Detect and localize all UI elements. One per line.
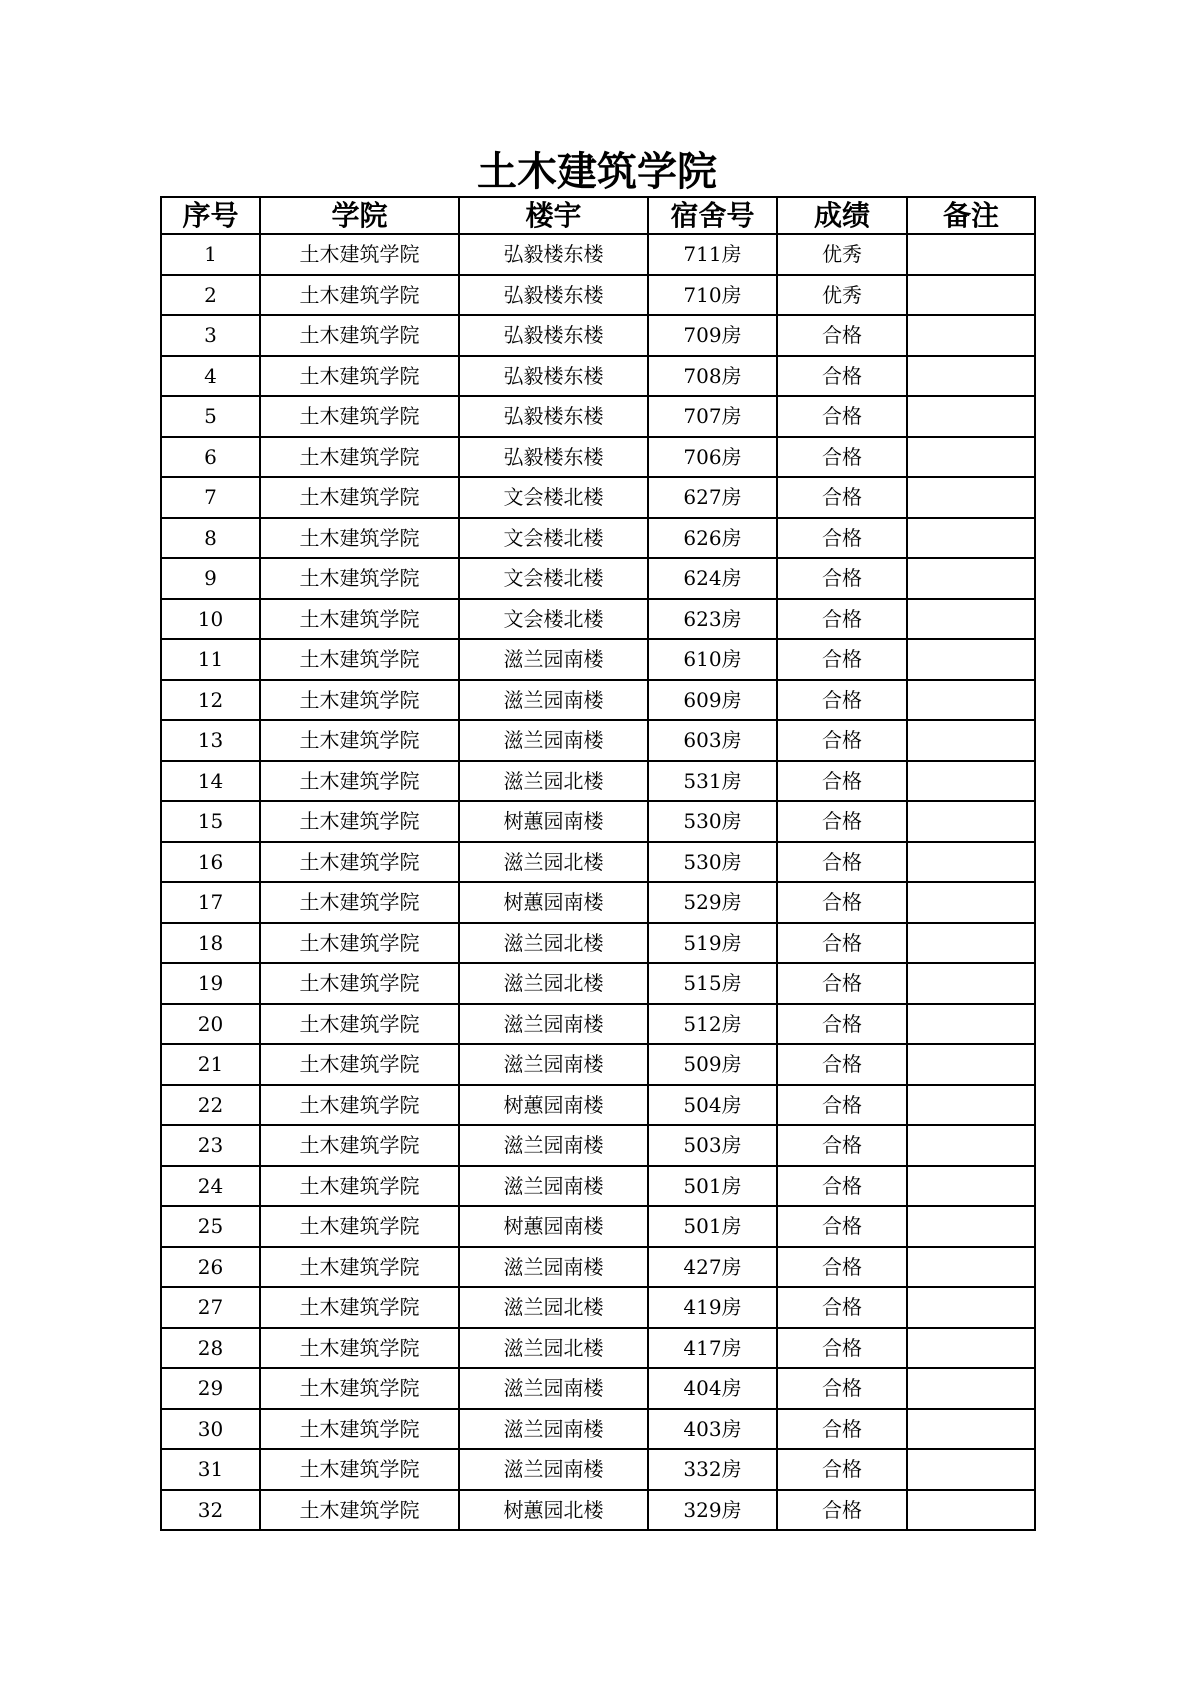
cell-college: 土木建筑学院 (260, 923, 459, 964)
cell-college: 土木建筑学院 (260, 396, 459, 437)
cell-grade: 合格 (777, 801, 907, 842)
cell-college: 土木建筑学院 (260, 963, 459, 1004)
cell-remarks (907, 761, 1035, 802)
table-row (161, 639, 1035, 680)
table-row (161, 882, 1035, 923)
cell-seq: 26 (161, 1247, 260, 1288)
cell-room: 530房 (648, 842, 777, 883)
cell-grade: 合格 (777, 477, 907, 518)
cell-college: 土木建筑学院 (260, 1490, 459, 1531)
cell-remarks (907, 437, 1035, 478)
cell-seq: 13 (161, 720, 260, 761)
cell-room: 609房 (648, 680, 777, 721)
table-body (161, 234, 1035, 1530)
cell-remarks (907, 1409, 1035, 1450)
cell-room: 709房 (648, 315, 777, 356)
cell-grade: 合格 (777, 1449, 907, 1490)
cell-seq: 1 (161, 234, 260, 275)
cell-college: 土木建筑学院 (260, 1085, 459, 1126)
cell-remarks (907, 315, 1035, 356)
cell-grade: 合格 (777, 882, 907, 923)
cell-remarks (907, 963, 1035, 1004)
cell-remarks (907, 842, 1035, 883)
cell-college: 土木建筑学院 (260, 356, 459, 397)
table-row (161, 1287, 1035, 1328)
cell-grade: 合格 (777, 963, 907, 1004)
table-row (161, 680, 1035, 721)
cell-building: 树蕙园北楼 (459, 1490, 648, 1531)
cell-seq: 30 (161, 1409, 260, 1450)
cell-building: 弘毅楼东楼 (459, 356, 648, 397)
cell-seq: 27 (161, 1287, 260, 1328)
cell-college: 土木建筑学院 (260, 1206, 459, 1247)
cell-grade: 合格 (777, 1004, 907, 1045)
table-row (161, 558, 1035, 599)
header-seq: 序号 (161, 197, 260, 234)
cell-room: 329房 (648, 1490, 777, 1531)
cell-remarks (907, 923, 1035, 964)
table-row (161, 801, 1035, 842)
header-college: 学院 (260, 197, 459, 234)
cell-seq: 19 (161, 963, 260, 1004)
cell-room: 404房 (648, 1368, 777, 1409)
cell-college: 土木建筑学院 (260, 234, 459, 275)
cell-seq: 15 (161, 801, 260, 842)
cell-college: 土木建筑学院 (260, 1166, 459, 1207)
cell-grade: 合格 (777, 639, 907, 680)
table-row (161, 1166, 1035, 1207)
table-row (161, 275, 1035, 316)
cell-building: 滋兰园北楼 (459, 963, 648, 1004)
cell-building: 树蕙园南楼 (459, 1085, 648, 1126)
cell-college: 土木建筑学院 (260, 1247, 459, 1288)
cell-room: 710房 (648, 275, 777, 316)
cell-seq: 7 (161, 477, 260, 518)
cell-room: 417房 (648, 1328, 777, 1369)
header-grade: 成绩 (777, 197, 907, 234)
cell-room: 403房 (648, 1409, 777, 1450)
cell-room: 427房 (648, 1247, 777, 1288)
cell-college: 土木建筑学院 (260, 558, 459, 599)
cell-room: 501房 (648, 1206, 777, 1247)
cell-college: 土木建筑学院 (260, 1044, 459, 1085)
cell-building: 滋兰园北楼 (459, 842, 648, 883)
cell-grade: 优秀 (777, 275, 907, 316)
cell-building: 滋兰园南楼 (459, 1004, 648, 1045)
cell-room: 711房 (648, 234, 777, 275)
cell-grade: 合格 (777, 842, 907, 883)
cell-building: 文会楼北楼 (459, 599, 648, 640)
cell-building: 滋兰园南楼 (459, 1044, 648, 1085)
table-row (161, 1206, 1035, 1247)
cell-college: 土木建筑学院 (260, 1368, 459, 1409)
cell-seq: 31 (161, 1449, 260, 1490)
cell-seq: 5 (161, 396, 260, 437)
cell-room: 419房 (648, 1287, 777, 1328)
cell-room: 504房 (648, 1085, 777, 1126)
cell-remarks (907, 639, 1035, 680)
cell-grade: 合格 (777, 599, 907, 640)
header-building: 楼宇 (459, 197, 648, 234)
cell-building: 文会楼北楼 (459, 518, 648, 559)
cell-building: 弘毅楼东楼 (459, 275, 648, 316)
cell-seq: 20 (161, 1004, 260, 1045)
cell-grade: 合格 (777, 315, 907, 356)
cell-remarks (907, 1368, 1035, 1409)
cell-seq: 28 (161, 1328, 260, 1369)
cell-college: 土木建筑学院 (260, 1449, 459, 1490)
cell-building: 滋兰园北楼 (459, 923, 648, 964)
cell-remarks (907, 1449, 1035, 1490)
cell-remarks (907, 234, 1035, 275)
cell-college: 土木建筑学院 (260, 842, 459, 883)
cell-remarks (907, 275, 1035, 316)
cell-room: 531房 (648, 761, 777, 802)
cell-building: 弘毅楼东楼 (459, 234, 648, 275)
table-row (161, 1044, 1035, 1085)
cell-room: 530房 (648, 801, 777, 842)
cell-college: 土木建筑学院 (260, 1287, 459, 1328)
cell-room: 519房 (648, 923, 777, 964)
header-remarks: 备注 (907, 197, 1035, 234)
cell-seq: 24 (161, 1166, 260, 1207)
cell-college: 土木建筑学院 (260, 315, 459, 356)
cell-building: 滋兰园南楼 (459, 1247, 648, 1288)
cell-remarks (907, 801, 1035, 842)
cell-remarks (907, 720, 1035, 761)
cell-seq: 11 (161, 639, 260, 680)
cell-grade: 合格 (777, 1206, 907, 1247)
cell-building: 滋兰园南楼 (459, 680, 648, 721)
cell-remarks (907, 599, 1035, 640)
cell-remarks (907, 1125, 1035, 1166)
cell-building: 文会楼北楼 (459, 477, 648, 518)
cell-seq: 17 (161, 882, 260, 923)
cell-remarks (907, 1085, 1035, 1126)
cell-college: 土木建筑学院 (260, 801, 459, 842)
cell-remarks (907, 396, 1035, 437)
cell-building: 树蕙园南楼 (459, 882, 648, 923)
cell-seq: 16 (161, 842, 260, 883)
cell-college: 土木建筑学院 (260, 599, 459, 640)
cell-building: 滋兰园南楼 (459, 1125, 648, 1166)
cell-college: 土木建筑学院 (260, 882, 459, 923)
cell-grade: 合格 (777, 1125, 907, 1166)
table-row (161, 1004, 1035, 1045)
cell-room: 706房 (648, 437, 777, 478)
cell-room: 610房 (648, 639, 777, 680)
cell-room: 512房 (648, 1004, 777, 1045)
cell-remarks (907, 680, 1035, 721)
cell-grade: 合格 (777, 1044, 907, 1085)
table-row (161, 761, 1035, 802)
cell-seq: 4 (161, 356, 260, 397)
cell-remarks (907, 1004, 1035, 1045)
cell-seq: 10 (161, 599, 260, 640)
cell-college: 土木建筑学院 (260, 680, 459, 721)
cell-grade: 合格 (777, 437, 907, 478)
table-row (161, 1328, 1035, 1369)
cell-building: 滋兰园北楼 (459, 1328, 648, 1369)
cell-seq: 21 (161, 1044, 260, 1085)
cell-college: 土木建筑学院 (260, 1409, 459, 1450)
table-row (161, 396, 1035, 437)
header-room: 宿舍号 (648, 197, 777, 234)
cell-grade: 合格 (777, 1085, 907, 1126)
cell-building: 滋兰园南楼 (459, 720, 648, 761)
cell-room: 515房 (648, 963, 777, 1004)
cell-remarks (907, 356, 1035, 397)
cell-grade: 合格 (777, 356, 907, 397)
cell-room: 708房 (648, 356, 777, 397)
table-row (161, 315, 1035, 356)
cell-college: 土木建筑学院 (260, 720, 459, 761)
cell-grade: 合格 (777, 761, 907, 802)
table-row (161, 437, 1035, 478)
table-row (161, 720, 1035, 761)
cell-seq: 14 (161, 761, 260, 802)
cell-grade: 合格 (777, 396, 907, 437)
cell-grade: 合格 (777, 720, 907, 761)
header-row (161, 197, 1035, 234)
cell-college: 土木建筑学院 (260, 1004, 459, 1045)
table-row (161, 1409, 1035, 1450)
cell-college: 土木建筑学院 (260, 639, 459, 680)
table-row (161, 1449, 1035, 1490)
table-row (161, 842, 1035, 883)
table-row (161, 1247, 1035, 1288)
cell-seq: 29 (161, 1368, 260, 1409)
cell-grade: 合格 (777, 1328, 907, 1369)
cell-remarks (907, 1490, 1035, 1531)
cell-college: 土木建筑学院 (260, 275, 459, 316)
cell-building: 滋兰园南楼 (459, 1449, 648, 1490)
cell-seq: 12 (161, 680, 260, 721)
page-title: 土木建筑学院 (477, 149, 717, 195)
cell-seq: 23 (161, 1125, 260, 1166)
cell-grade: 合格 (777, 558, 907, 599)
table-row (161, 1085, 1035, 1126)
cell-seq: 18 (161, 923, 260, 964)
cell-building: 弘毅楼东楼 (459, 437, 648, 478)
cell-college: 土木建筑学院 (260, 477, 459, 518)
table-row (161, 234, 1035, 275)
table-row (161, 477, 1035, 518)
table-row (161, 1490, 1035, 1531)
dormitory-table (160, 196, 1036, 1531)
cell-seq: 2 (161, 275, 260, 316)
cell-grade: 优秀 (777, 234, 907, 275)
cell-building: 滋兰园南楼 (459, 1368, 648, 1409)
table-row (161, 518, 1035, 559)
cell-building: 滋兰园南楼 (459, 1409, 648, 1450)
table-row (161, 923, 1035, 964)
table-row (161, 1368, 1035, 1409)
cell-room: 529房 (648, 882, 777, 923)
cell-room: 509房 (648, 1044, 777, 1085)
cell-grade: 合格 (777, 1166, 907, 1207)
cell-seq: 8 (161, 518, 260, 559)
cell-remarks (907, 558, 1035, 599)
cell-remarks (907, 1247, 1035, 1288)
cell-building: 文会楼北楼 (459, 558, 648, 599)
cell-room: 332房 (648, 1449, 777, 1490)
cell-remarks (907, 518, 1035, 559)
cell-grade: 合格 (777, 1490, 907, 1531)
table-row (161, 599, 1035, 640)
cell-seq: 22 (161, 1085, 260, 1126)
table-row (161, 1125, 1035, 1166)
cell-remarks (907, 1166, 1035, 1207)
cell-building: 树蕙园南楼 (459, 801, 648, 842)
cell-remarks (907, 1328, 1035, 1369)
cell-room: 603房 (648, 720, 777, 761)
cell-room: 626房 (648, 518, 777, 559)
cell-college: 土木建筑学院 (260, 1125, 459, 1166)
cell-building: 弘毅楼东楼 (459, 396, 648, 437)
cell-room: 624房 (648, 558, 777, 599)
cell-grade: 合格 (777, 1409, 907, 1450)
cell-room: 503房 (648, 1125, 777, 1166)
cell-grade: 合格 (777, 1287, 907, 1328)
cell-seq: 32 (161, 1490, 260, 1531)
cell-building: 滋兰园北楼 (459, 1287, 648, 1328)
cell-remarks (907, 477, 1035, 518)
cell-building: 滋兰园南楼 (459, 1166, 648, 1207)
cell-seq: 6 (161, 437, 260, 478)
table-row (161, 963, 1035, 1004)
cell-room: 707房 (648, 396, 777, 437)
cell-grade: 合格 (777, 518, 907, 559)
cell-room: 501房 (648, 1166, 777, 1207)
table-row (161, 356, 1035, 397)
cell-grade: 合格 (777, 680, 907, 721)
cell-room: 627房 (648, 477, 777, 518)
cell-building: 滋兰园北楼 (459, 761, 648, 802)
cell-college: 土木建筑学院 (260, 761, 459, 802)
cell-seq: 25 (161, 1206, 260, 1247)
cell-grade: 合格 (777, 1247, 907, 1288)
cell-grade: 合格 (777, 1368, 907, 1409)
cell-college: 土木建筑学院 (260, 518, 459, 559)
cell-remarks (907, 1287, 1035, 1328)
cell-building: 滋兰园南楼 (459, 639, 648, 680)
cell-remarks (907, 882, 1035, 923)
cell-building: 树蕙园南楼 (459, 1206, 648, 1247)
cell-grade: 合格 (777, 923, 907, 964)
cell-room: 623房 (648, 599, 777, 640)
cell-building: 弘毅楼东楼 (459, 315, 648, 356)
cell-remarks (907, 1044, 1035, 1085)
cell-college: 土木建筑学院 (260, 437, 459, 478)
cell-seq: 3 (161, 315, 260, 356)
cell-college: 土木建筑学院 (260, 1328, 459, 1369)
cell-seq: 9 (161, 558, 260, 599)
cell-remarks (907, 1206, 1035, 1247)
